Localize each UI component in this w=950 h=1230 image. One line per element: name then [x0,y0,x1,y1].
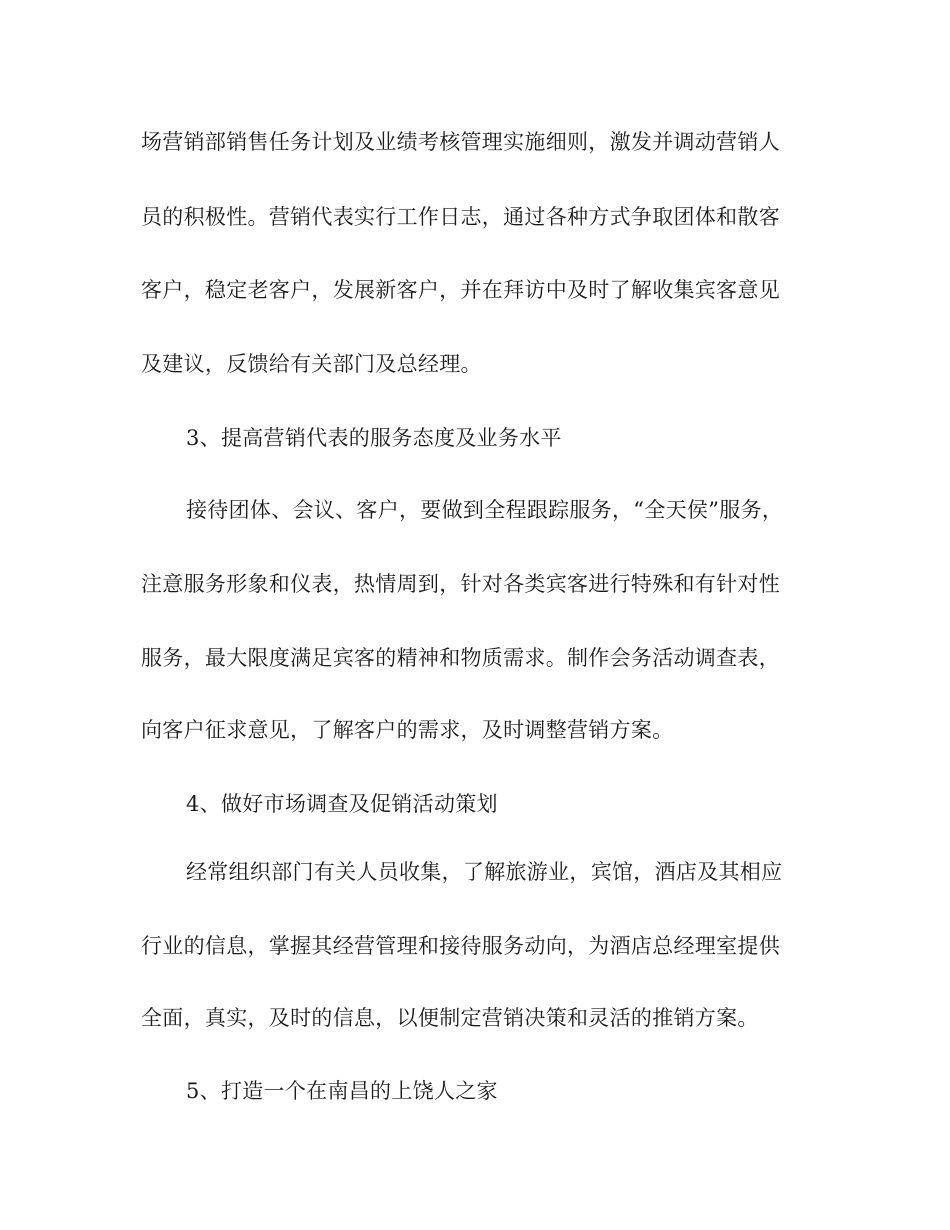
paragraph-line: 经常组织部门有关人员收集，了解旅游业，宾馆，酒店及其相应 [186,860,783,884]
section-heading: 3、提高营销代表的服务态度及业务水平 [186,426,562,450]
paragraph-line: 客户，稳定老客户，发展新客户，并在拜访中及时了解收集宾客意见 [141,278,780,302]
section-heading: 5、打造一个在南昌的上饶人之家 [186,1079,498,1103]
paragraph-line: 行业的信息，掌握其经营管理和接待服务动向，为酒店总经理室提供 [141,934,780,958]
paragraph-line: 场营销部销售任务计划及业绩考核管理实施细则，激发并调动营销人 [141,130,780,154]
paragraph-line: 全面，真实，及时的信息，以便制定营销决策和灵活的推销方案。 [141,1006,759,1030]
paragraph-line: 向客户征求意见，了解客户的需求，及时调整营销方案。 [141,718,674,742]
section-heading: 4、做好市场调查及促销活动策划 [186,792,498,816]
paragraph-line: 及建议，反馈给有关部门及总经理。 [141,352,482,376]
paragraph-line: 注意服务形象和仪表，热情周到，针对各类宾客进行特殊和有针对性 [141,572,780,596]
paragraph-line: 服务，最大限度满足宾客的精神和物质需求。制作会务活动调查表， [141,646,780,670]
paragraph-line: 接待团体、会议、客户，要做到全程跟踪服务，“全天侯”服务， [186,498,784,522]
paragraph-line: 员的积极性。营销代表实行工作日志，通过各种方式争取团体和散客 [141,205,780,229]
